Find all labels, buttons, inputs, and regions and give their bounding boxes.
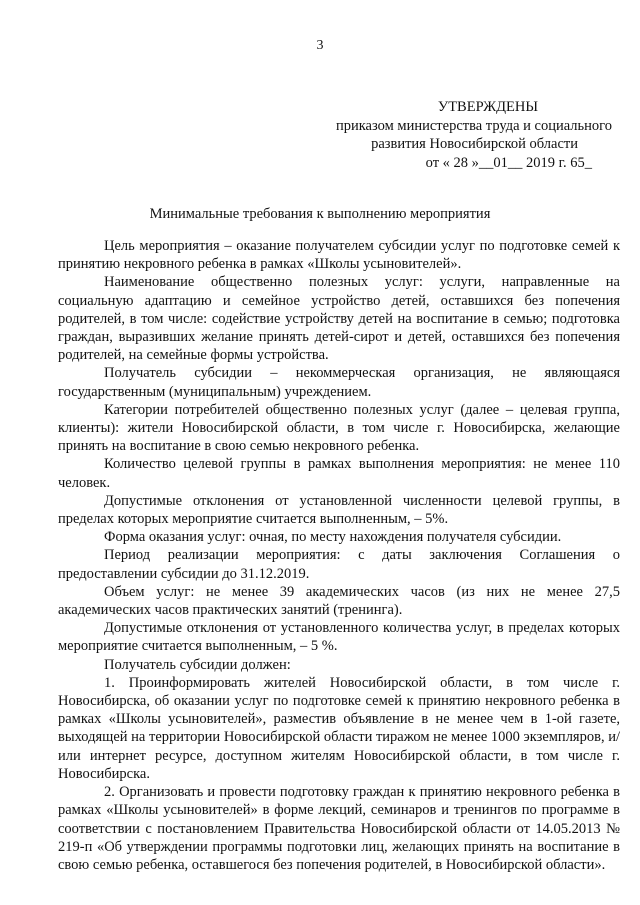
list-item-inform: 1. Проинформировать жителей Новосибирской области, в том числе г. Новосибирска, об оказании услуг по подготовке семей к принятию некровного ребенка в рамках «Школы усыновителей», разместив объявление в не менее чем в 1-ой газете, выходящей на территории Новосибирской области тиражом не менее 1000 экземпляров, и/или интернет ресурсе, доступном жителям Новосибирской области, в том числе г. Новосибирска. — [58, 674, 620, 782]
page-number: 3 — [316, 38, 324, 53]
approval-heading: УТВЕРЖДЕНЫ — [437, 99, 538, 115]
approval-block — [300, 98, 622, 172]
paragraph-services: Наименование общественно полезных услуг: услуги, направленные на социальную адаптацию и семейное устройство детей, оставшихся без попечения родителей, в том числе: содействие устройству детей на воспитание в семью; подготовка граждан, выразивших желание принять детей-сирот и детей, оставшихся без попечения родителей, на семейные формы устройства. — [58, 274, 620, 364]
paragraph-service-form: Форма оказания услуг: очная, по месту нахождения получателя субсидии. — [104, 529, 562, 546]
approval-line-2: развития Новосибирской области — [371, 136, 578, 152]
approval-line-1: приказом министерства труда и социального — [335, 117, 612, 134]
paragraph-group-size: Количество целевой группы в рамках выполнения мероприятия: не менее 110 человек. — [58, 456, 620, 491]
paragraph-volume-deviation: Допустимые отклонения от установленного количества услуг, в пределах которых мероприятие считается выполненным, – 5 %. — [58, 620, 620, 655]
paragraph-target-group: Категории потребителей общественно полезных услуг (далее – целевая группа, клиенты): жители Новосибирской области, в том числе г. Новосибирска, желающие принять на воспитание в свою семью некровного ребенка. — [58, 401, 620, 455]
document-title: Минимальные требования к выполнению мероприятия — [149, 206, 491, 222]
paragraph-group-deviation: Допустимые отклонения от установленной численности целевой группы, в пределах которых мероприятие считается выполненным, – 5%. — [58, 492, 620, 528]
paragraph-obligations: Получатель субсидии должен: — [104, 656, 291, 673]
paragraph-recipient: Получатель субсидии – некоммерческая организация, не являющаяся государственным (муниципальным) учреждением. — [58, 365, 620, 400]
approval-line-3: от « 28 »__01__ 2019 г. 65_ — [425, 154, 592, 171]
list-item-training: 2. Организовать и провести подготовку граждан к принятию некровного ребенка в рамках «Школы усыновителей» в форме лекций, семинаров и тренингов по программе в соответствии с постановлением Правительства Новосибирской области от 14.05.2013 № 219-п «Об утверждении программы подготовки лиц, желающих принять на воспитание в свою семью ребенка, оставшегося без попечения родителей, в Новосибирской области». — [58, 784, 620, 873]
paragraph-goal: Цель мероприятия – оказание получателем субсидии услуг по подготовке семей к принятию некровного ребенка в рамках «Школы усыновителей». — [58, 238, 620, 273]
document-body — [58, 237, 620, 874]
paragraph-period: Период реализации мероприятия: с даты заключения Соглашения о предоставлении субсидии до 31.12.2019. — [58, 547, 620, 582]
paragraph-volume: Объем услуг: не менее 39 академических часов (из них не менее 27,5 академических часов практических занятий (тренинга). — [58, 583, 620, 619]
